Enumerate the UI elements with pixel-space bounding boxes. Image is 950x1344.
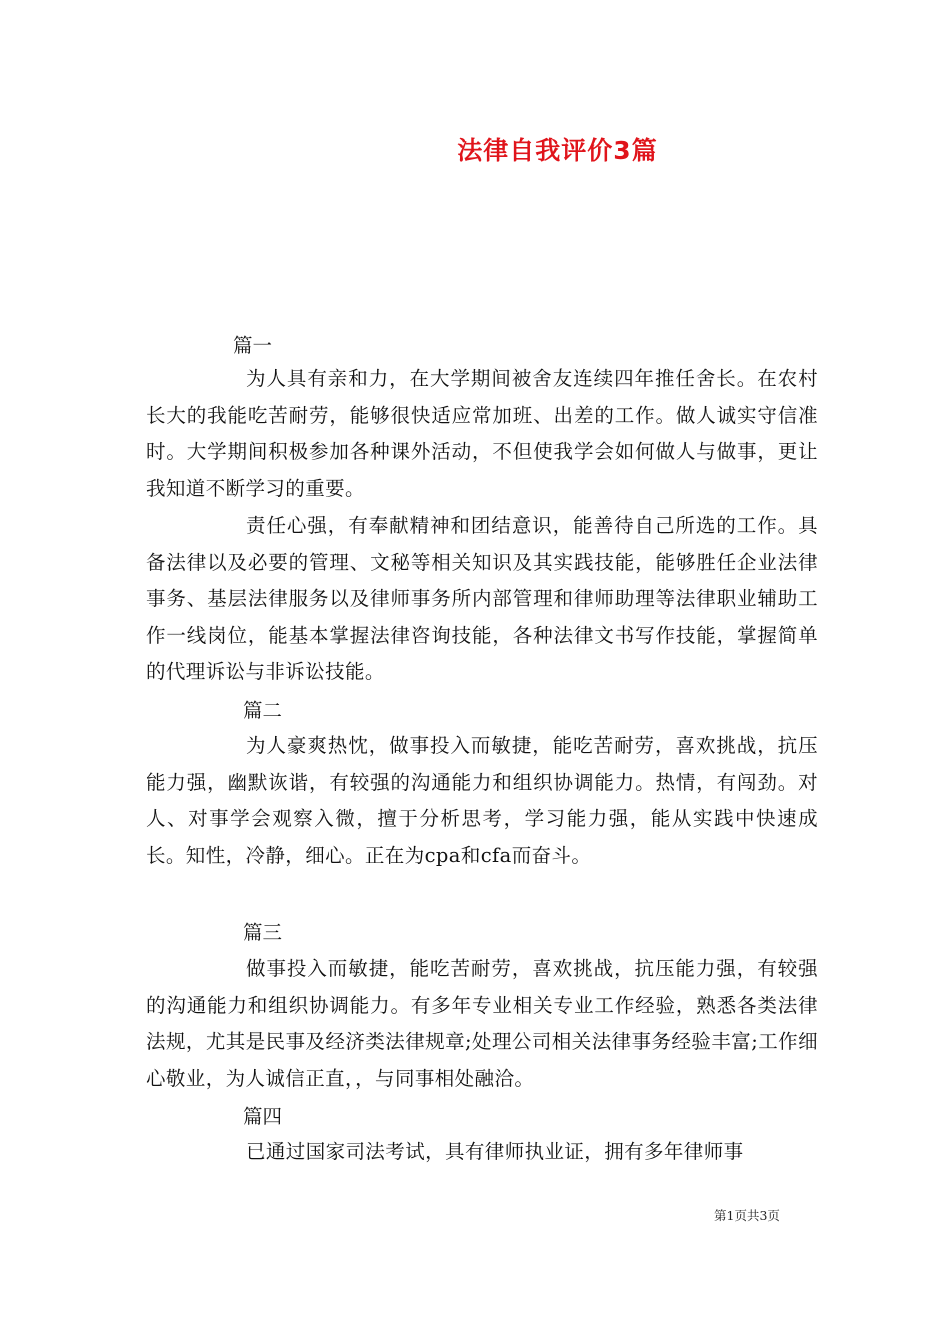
section-1-paragraph-1: 为人具有亲和力，在大学期间被舍友连续四年推任舍长。在农村长大的我能吃苦耐劳，能够很快适应常加班、出差的工作。做人诚实守信准时。大学期间积极参加各种课外活动，不但使我学会如何做人与做事，更让我知道不断学习的重要。 [146,367,818,500]
section-heading-1: 篇一 [233,334,273,357]
document-title: 法律自我评价3篇 [457,136,658,165]
section-2-paragraph-1: 为人豪爽热忱，做事投入而敏捷，能吃苦耐劳，喜欢挑战，抗压能力强，幽默诙谐，有较强的沟通能力和组织协调能力。热情，有闯劲。对人、对事学会观察入微，擅于分析思考，学习能力强，能从实践中快速成长。知性，冷静，细心。正在为cpa和cfa而奋斗。 [146,734,818,867]
section-heading-4: 篇四 [243,1105,283,1128]
section-4-paragraph-1: 已通过国家司法考试，具有律师执业证，拥有多年律师事 [246,1140,744,1163]
section-heading-2: 篇二 [243,699,283,722]
section-1-paragraph-2: 责任心强，有奉献精神和团结意识，能善待自己所选的工作。具备法律以及必要的管理、文秘等相关知识及其实践技能，能够胜任企业法律事务、基层法律服务以及律师事务所内部管理和律师助理等法律职业辅助工作一线岗位，能基本掌握法律咨询技能，各种法律文书写作技能，掌握简单的代理诉讼与非诉讼技能。 [146,514,818,684]
section-heading-3: 篇三 [243,921,283,944]
page-footer: 第1页共3页 [714,1208,780,1223]
section-3-paragraph-1: 做事投入而敏捷，能吃苦耐劳，喜欢挑战，抗压能力强，有较强的沟通能力和组织协调能力。有多年专业相关专业工作经验，熟悉各类法律法规，尤其是民事及经济类法律规章;处理公司相关法律事务经验丰富;工作细心敬业，为人诚信正直，，与同事相处融洽。 [146,957,818,1090]
